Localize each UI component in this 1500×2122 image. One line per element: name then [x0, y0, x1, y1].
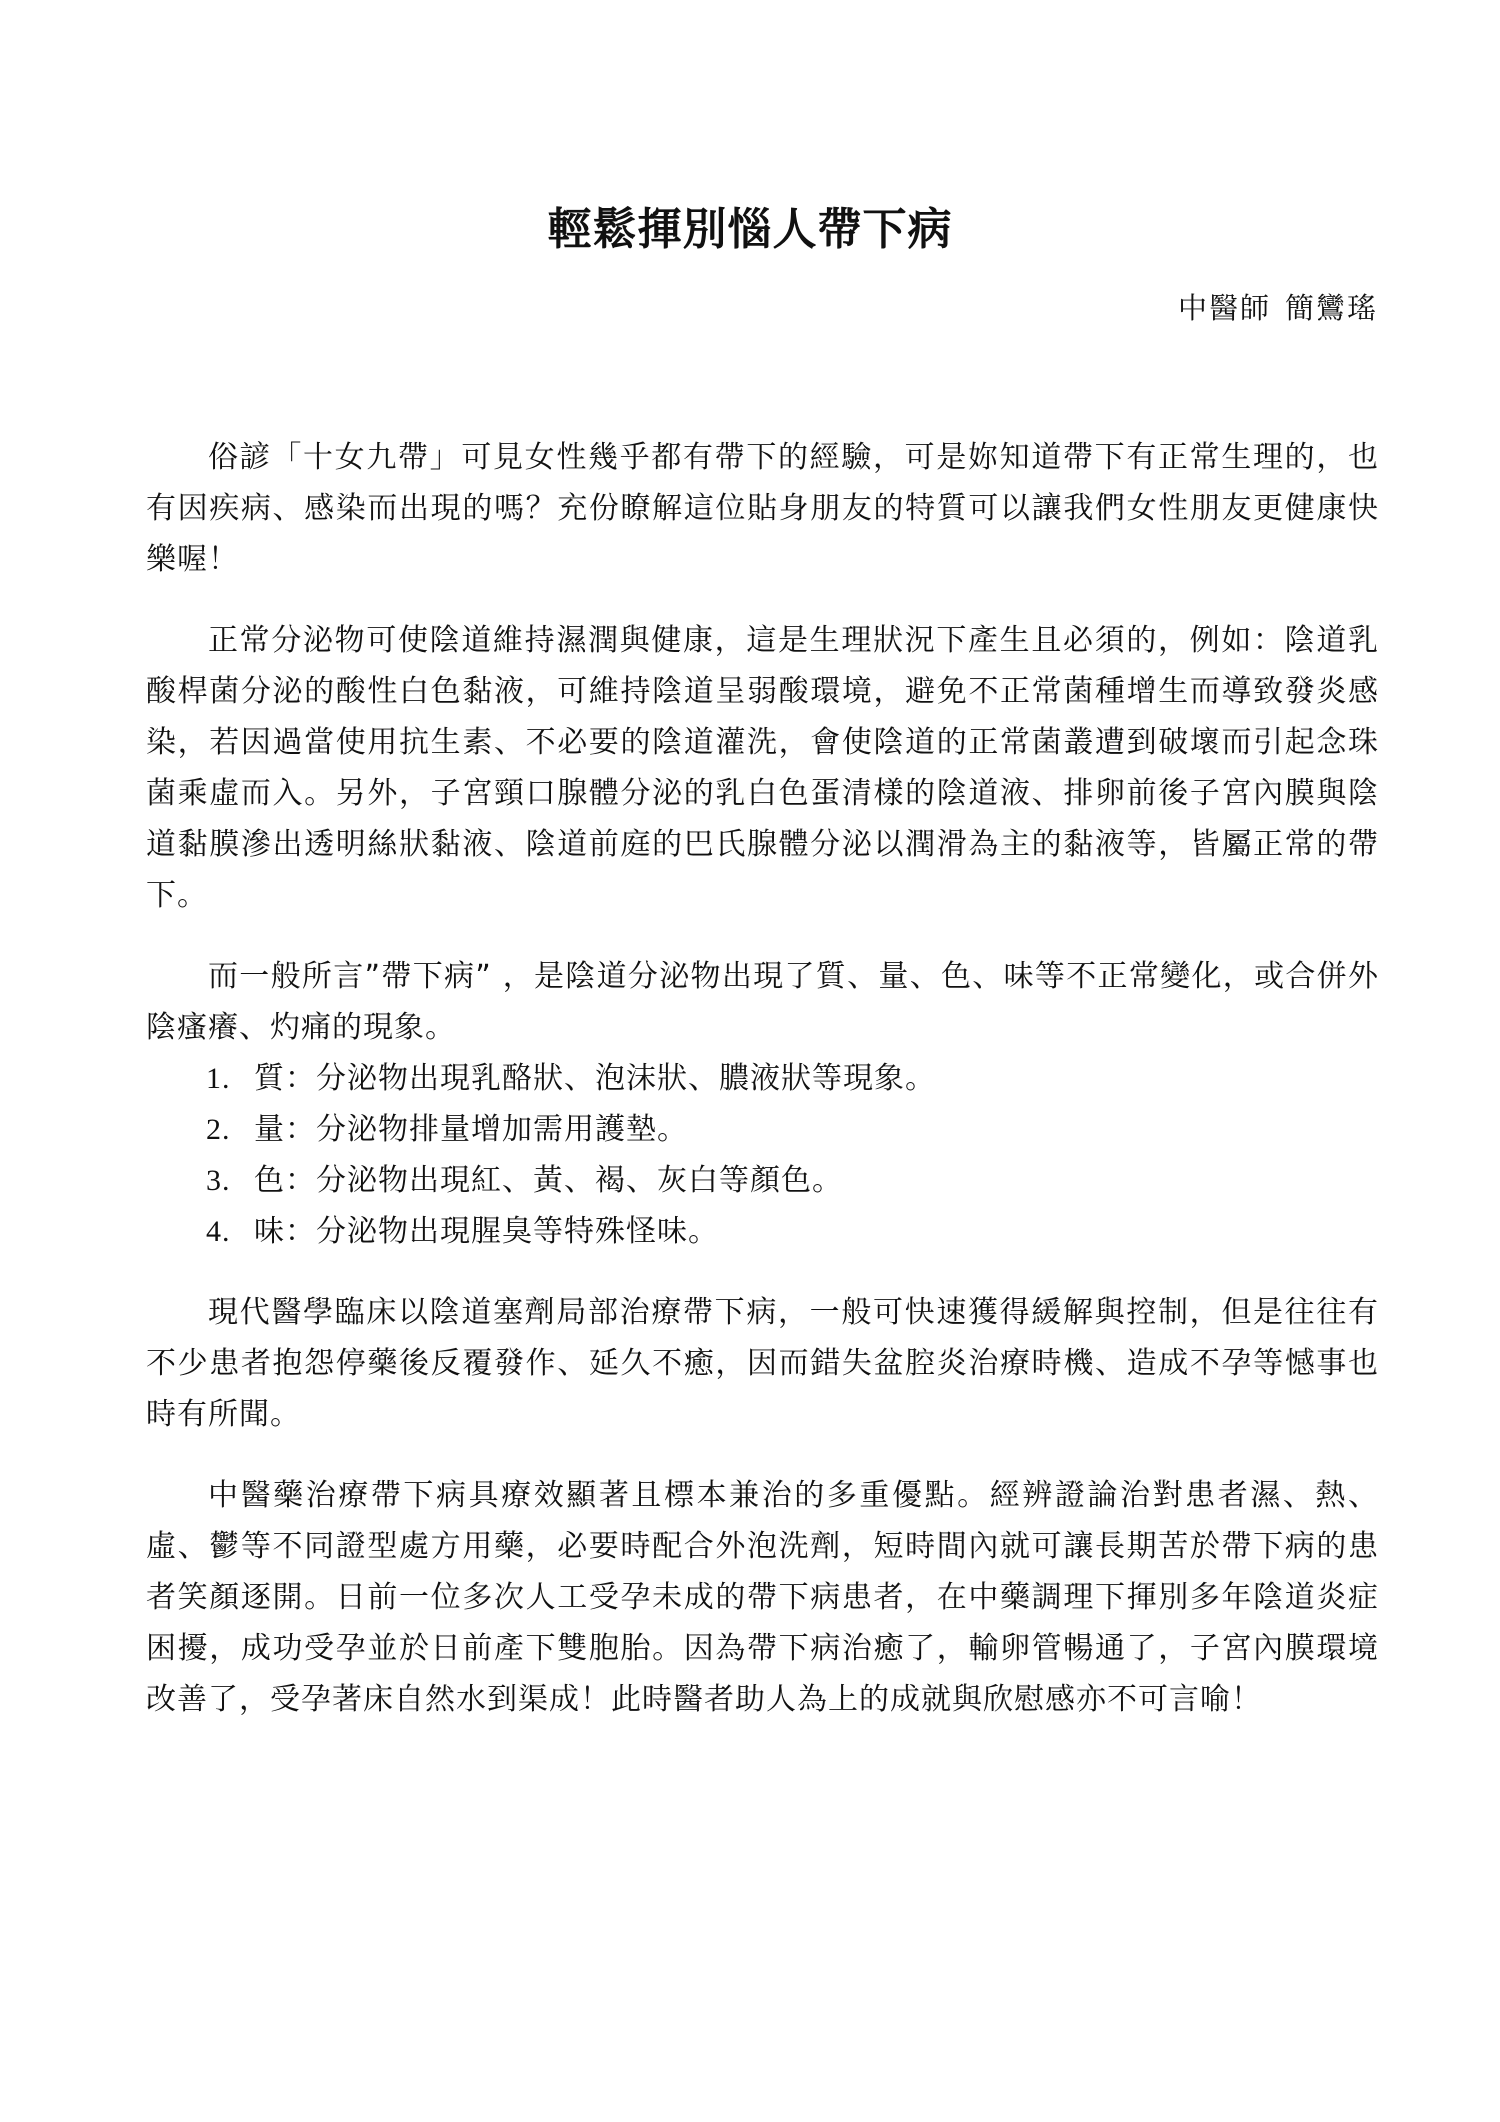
list-item-text: 質：分泌物出現乳酪狀、泡沫狀、膿液狀等現象。 — [254, 1061, 936, 1096]
symptom-list — [146, 1053, 1379, 1257]
paragraph-disease-definition: 而一般所言”帶下病” ，是陰道分泌物出現了質、量、色、味等不正常變化，或合併外陰瘙癢、灼痛的現象。 — [146, 959, 1379, 1045]
article-body — [146, 432, 1379, 1755]
paragraph-normal-discharge: 正常分泌物可使陰道維持濕潤與健康，這是生理狀況下產生且必須的，例如：陰道乳酸桿菌分泌的酸性白色黏液，可維持陰道呈弱酸環境，避免不正常菌種增生而導致發炎感染，若因過當使用抗生素、不必要的陰道灌洗，會使陰道的正常菌叢遭到破壞而引起念珠菌乘虛而入。另外，子宮頸口腺體分泌的乳白色蛋清樣的陰道液、排卵前後子宮內膜與陰道黏膜滲出透明絲狀黏液、陰道前庭的巴氏腺體分泌以潤滑為主的黏液等，皆屬正常的帶下。 — [146, 623, 1379, 913]
list-item-number: 1. — [206, 1062, 231, 1095]
list-item-text: 色：分泌物出現紅、黃、褐、灰白等顏色。 — [254, 1163, 843, 1198]
author-role: 中醫師 — [1177, 291, 1271, 325]
list-item — [206, 1206, 1379, 1257]
list-item-number: 3. — [206, 1164, 231, 1197]
list-item-text: 量：分泌物排量增加需用護墊。 — [254, 1112, 688, 1147]
author-line — [1178, 288, 1378, 328]
list-item-number: 2. — [206, 1113, 231, 1146]
list-item-number: 4. — [206, 1215, 231, 1248]
list-item — [206, 1053, 1379, 1104]
paragraph-tcm-treatment: 中醫藥治療帶下病具療效顯著且標本兼治的多重優點。經辨證論治對患者濕、熱、虛、鬱等不同證型處方用藥，必要時配合外泡洗劑，短時間內就可讓長期苦於帶下病的患者笑顏逐開。日前一位多次人工受孕未成的帶下病患者，在中藥調理下揮別多年陰道炎症困擾，成功受孕並於日前產下雙胞胎。因為帶下病治癒了，輸卵管暢通了，子宮內膜環境改善了，受孕著床自然水到渠成！此時醫者助人為上的成就與欣慰感亦不可言喻！ — [146, 1478, 1379, 1717]
paragraph-western-treatment: 現代醫學臨床以陰道塞劑局部治療帶下病，一般可快速獲得緩解與控制，但是往往有不少患者抱怨停藥後反覆發作、延久不癒，因而錯失盆腔炎治療時機、造成不孕等憾事也時有所聞。 — [146, 1295, 1379, 1432]
list-item — [206, 1155, 1379, 1206]
paragraph-intro: 俗諺「十女九帶」可見女性幾乎都有帶下的經驗，可是妳知道帶下有正常生理的，也有因疾病、感染而出現的嗎？充份瞭解這位貼身朋友的特質可以讓我們女性朋友更健康快樂喔！ — [146, 440, 1379, 577]
author-name: 簡鸞瑤 — [1284, 291, 1378, 325]
list-item — [206, 1104, 1379, 1155]
list-item-text: 味：分泌物出現腥臭等特殊怪味。 — [254, 1214, 719, 1249]
article-title: 輕鬆揮別惱人帶下病 — [547, 204, 953, 255]
